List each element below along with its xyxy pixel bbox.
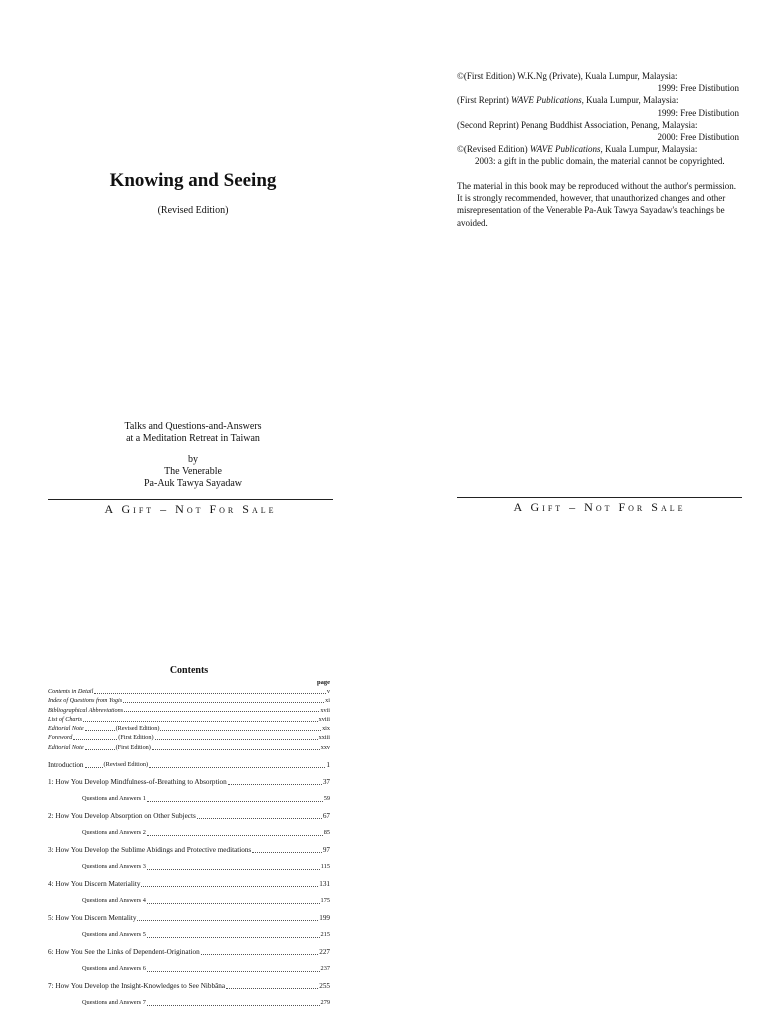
toc-entry[interactable]: Index of Questions from Yogis xi xyxy=(48,697,330,705)
copyright-line: 1999: Free Distibution xyxy=(657,83,739,94)
toc-chapter[interactable]: 7: How You Develop the Insight-Knowledges to See Nibbāna 255 xyxy=(48,982,330,991)
toc-introduction[interactable]: Introduction (Revised Edition) 1 xyxy=(48,761,330,770)
toc-qa[interactable]: Questions and Answers 1 59 xyxy=(82,795,330,803)
toc-entry[interactable]: Editorial Note (First Edition) xxv xyxy=(48,743,330,751)
toc-chapter[interactable]: 5: How You Discern Mentality 199 xyxy=(48,914,330,923)
gift-notice: A Gift – Not For Sale xyxy=(104,502,277,516)
copyright-line: (First Reprint) WAVE Publications, Kuala Lumpur, Malaysia: xyxy=(457,95,679,106)
book-title: Knowing and Seeing xyxy=(109,170,277,191)
toc-chapter[interactable]: 3: How You Develop the Sublime Abidings and Protective meditations 97 xyxy=(48,846,330,855)
copyright-line: ©(First Edition) W.K.Ng (Private), Kuala Lumpur, Malaysia: xyxy=(457,71,678,81)
copyright-page-rule xyxy=(457,497,742,498)
permission-note: The material in this book may be reproduced without the author's permission. It is strongly recommended, however, that unauthorized changes and other misrepresentation of the Venerable Pa-Auk Tawya Sayadaw's teachings be avoided. xyxy=(457,181,737,228)
byline-line: Talks and Questions-and-Answers xyxy=(124,421,262,432)
byline xyxy=(48,421,338,490)
toc-entry[interactable]: Editorial Note (Revised Edition) xix xyxy=(48,725,330,733)
toc-qa[interactable]: Questions and Answers 3 115 xyxy=(82,863,330,871)
byline-line: The Venerable xyxy=(164,466,222,477)
copyright-block xyxy=(457,70,739,168)
copyright-line: 1999: Free Distibution xyxy=(657,107,739,118)
title-page-rule xyxy=(48,499,333,500)
toc-chapter[interactable]: 1: How You Develop Mindfulness-of-Breathing to Absorption 37 xyxy=(48,778,330,787)
table-of-contents xyxy=(48,665,330,1008)
toc-qa[interactable]: Questions and Answers 5 215 xyxy=(82,931,330,939)
toc-entry[interactable]: Bibliographical Abbreviations xvii xyxy=(48,706,330,714)
copyright-line: 2003: a gift in the public domain, the material cannot be copyrighted. xyxy=(475,156,725,167)
toc-qa[interactable]: Questions and Answers 7 279 xyxy=(82,999,330,1007)
copyright-line: (Second Reprint) Penang Buddhist Association, Penang, Malaysia: xyxy=(457,119,698,130)
toc-qa[interactable]: Questions and Answers 4 175 xyxy=(82,897,330,905)
byline-line: by xyxy=(188,454,198,465)
toc-chapter[interactable]: 6: How You See the Links of Dependent-Origination 227 xyxy=(48,948,330,957)
toc-qa[interactable]: Questions and Answers 6 237 xyxy=(82,965,330,973)
contents-title: Contents xyxy=(169,665,209,676)
copyright-line: 2000: Free Distibution xyxy=(657,132,739,143)
toc-chapter[interactable]: 2: How You Develop Absorption on Other Subjects 67 xyxy=(48,812,330,821)
byline-line: Pa-Auk Tawya Sayadaw xyxy=(144,478,242,489)
page-column-header: page xyxy=(317,679,330,686)
gift-notice: A Gift – Not For Sale xyxy=(513,500,686,514)
toc-chapter[interactable]: 4: How You Discern Materiality 131 xyxy=(48,880,330,889)
copyright-line: ©(Revised Edition) WAVE Publications, Kuala Lumpur, Malaysia: xyxy=(457,144,698,155)
toc-entry[interactable]: Foreword (First Edition) xxiii xyxy=(48,734,330,742)
toc-entry[interactable]: List of Charts xviii xyxy=(48,715,330,723)
byline-line: at a Meditation Retreat in Taiwan xyxy=(126,433,260,444)
book-subtitle: (Revised Edition) xyxy=(157,205,229,216)
toc-entry[interactable]: Contents in Detail v xyxy=(48,688,330,695)
toc-qa[interactable]: Questions and Answers 2 85 xyxy=(82,829,330,837)
byline-spacer xyxy=(48,445,338,454)
